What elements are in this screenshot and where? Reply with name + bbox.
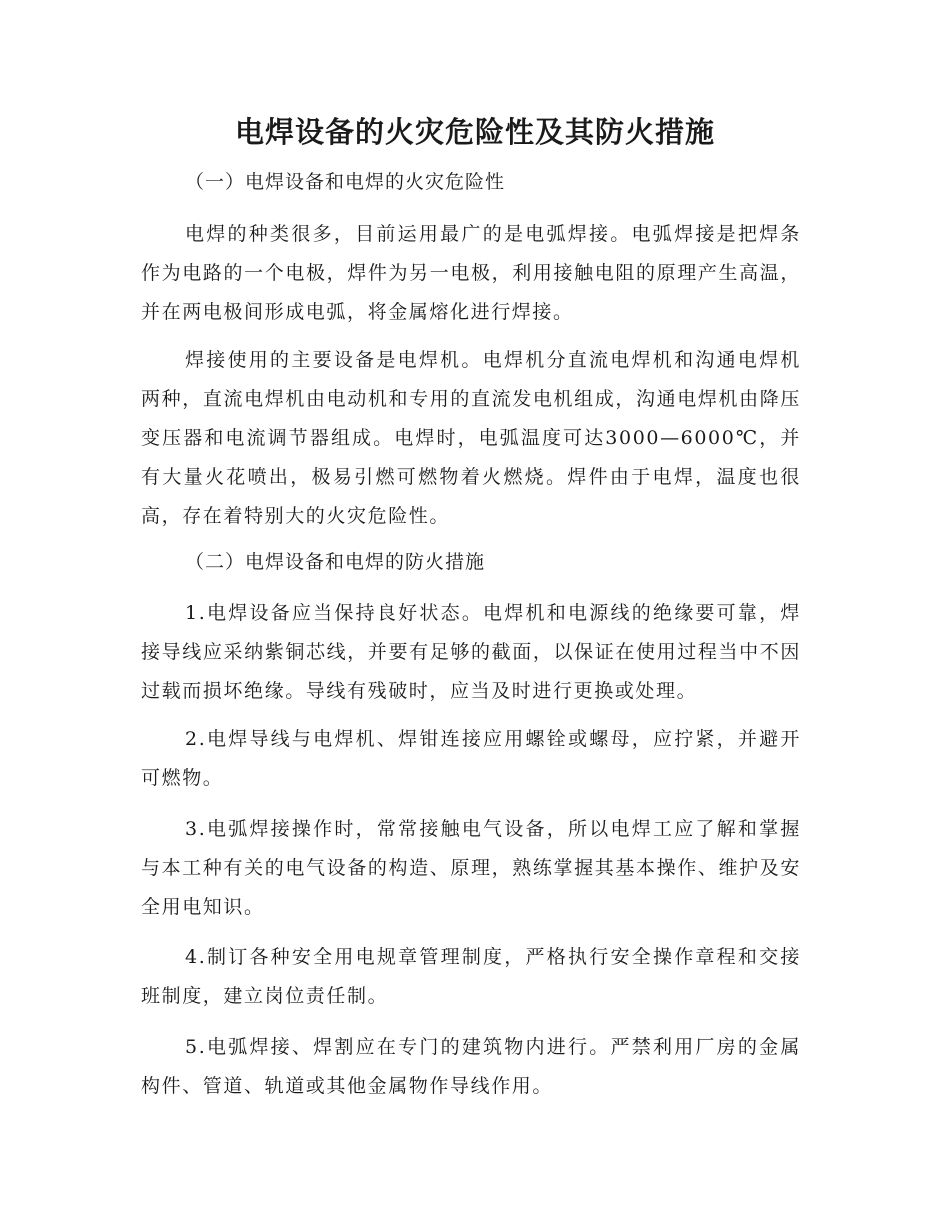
measure-item-2: 2.电焊导线与电焊机、焊钳连接应用螺铨或螺母，应拧紧，并避开可燃物。: [141, 728, 801, 789]
section-1-paragraph-1: 电焊的种类很多，目前运用最广的是电弧焊接。电弧焊接是把焊条作为电路的一个电极，焊件为另一电极，利用接触电阻的原理产生高温，并在两电极间形成电弧，将金属熔化进行焊接。: [141, 223, 801, 323]
measure-item-3: 3.电弧焊接操作时，常常接触电气设备，所以电焊工应了解和掌握与本工种有关的电气设备的构造、原理，熟练掌握其基本操作、维护及安全用电知识。: [141, 818, 801, 918]
measure-item-5: 5.电弧焊接、焊割应在专门的建筑物内进行。严禁利用厂房的金属构件、管道、轨道或其他金属物作导线作用。: [141, 1036, 801, 1097]
document-title: 电焊设备的火灾危险性及其防火措施: [234, 115, 715, 149]
section-1-paragraph-2: 焊接使用的主要设备是电焊机。电焊机分直流电焊机和沟通电焊机两种，直流电焊机由电动机和专用的直流发电机组成，沟通电焊机由降压变压器和电流调节器组成。电焊时，电弧温度可达3000—6000℃，并有大量火花喷出，极易引燃可燃物着火燃烧。焊件由于电焊，温度也很高，存在着特别大的火灾危险性。: [141, 349, 801, 527]
section-2-heading: （二）电焊设备和电焊的防火措施: [185, 551, 486, 573]
measure-item-1: 1.电焊设备应当保持良好状态。电焊机和电源线的绝缘要可靠，焊接导线应采纳紫铜芯线，并要有足够的截面，以保证在使用过程当中不因过载而损坏绝缘。导线有残破时，应当及时进行更换或处理。: [141, 602, 801, 702]
section-1-heading: （一）电焊设备和电焊的火灾危险性: [185, 171, 506, 193]
measure-item-4: 4.制订各种安全用电规章管理制度，严格执行安全操作章程和交接班制度，建立岗位责任制。: [141, 946, 801, 1007]
